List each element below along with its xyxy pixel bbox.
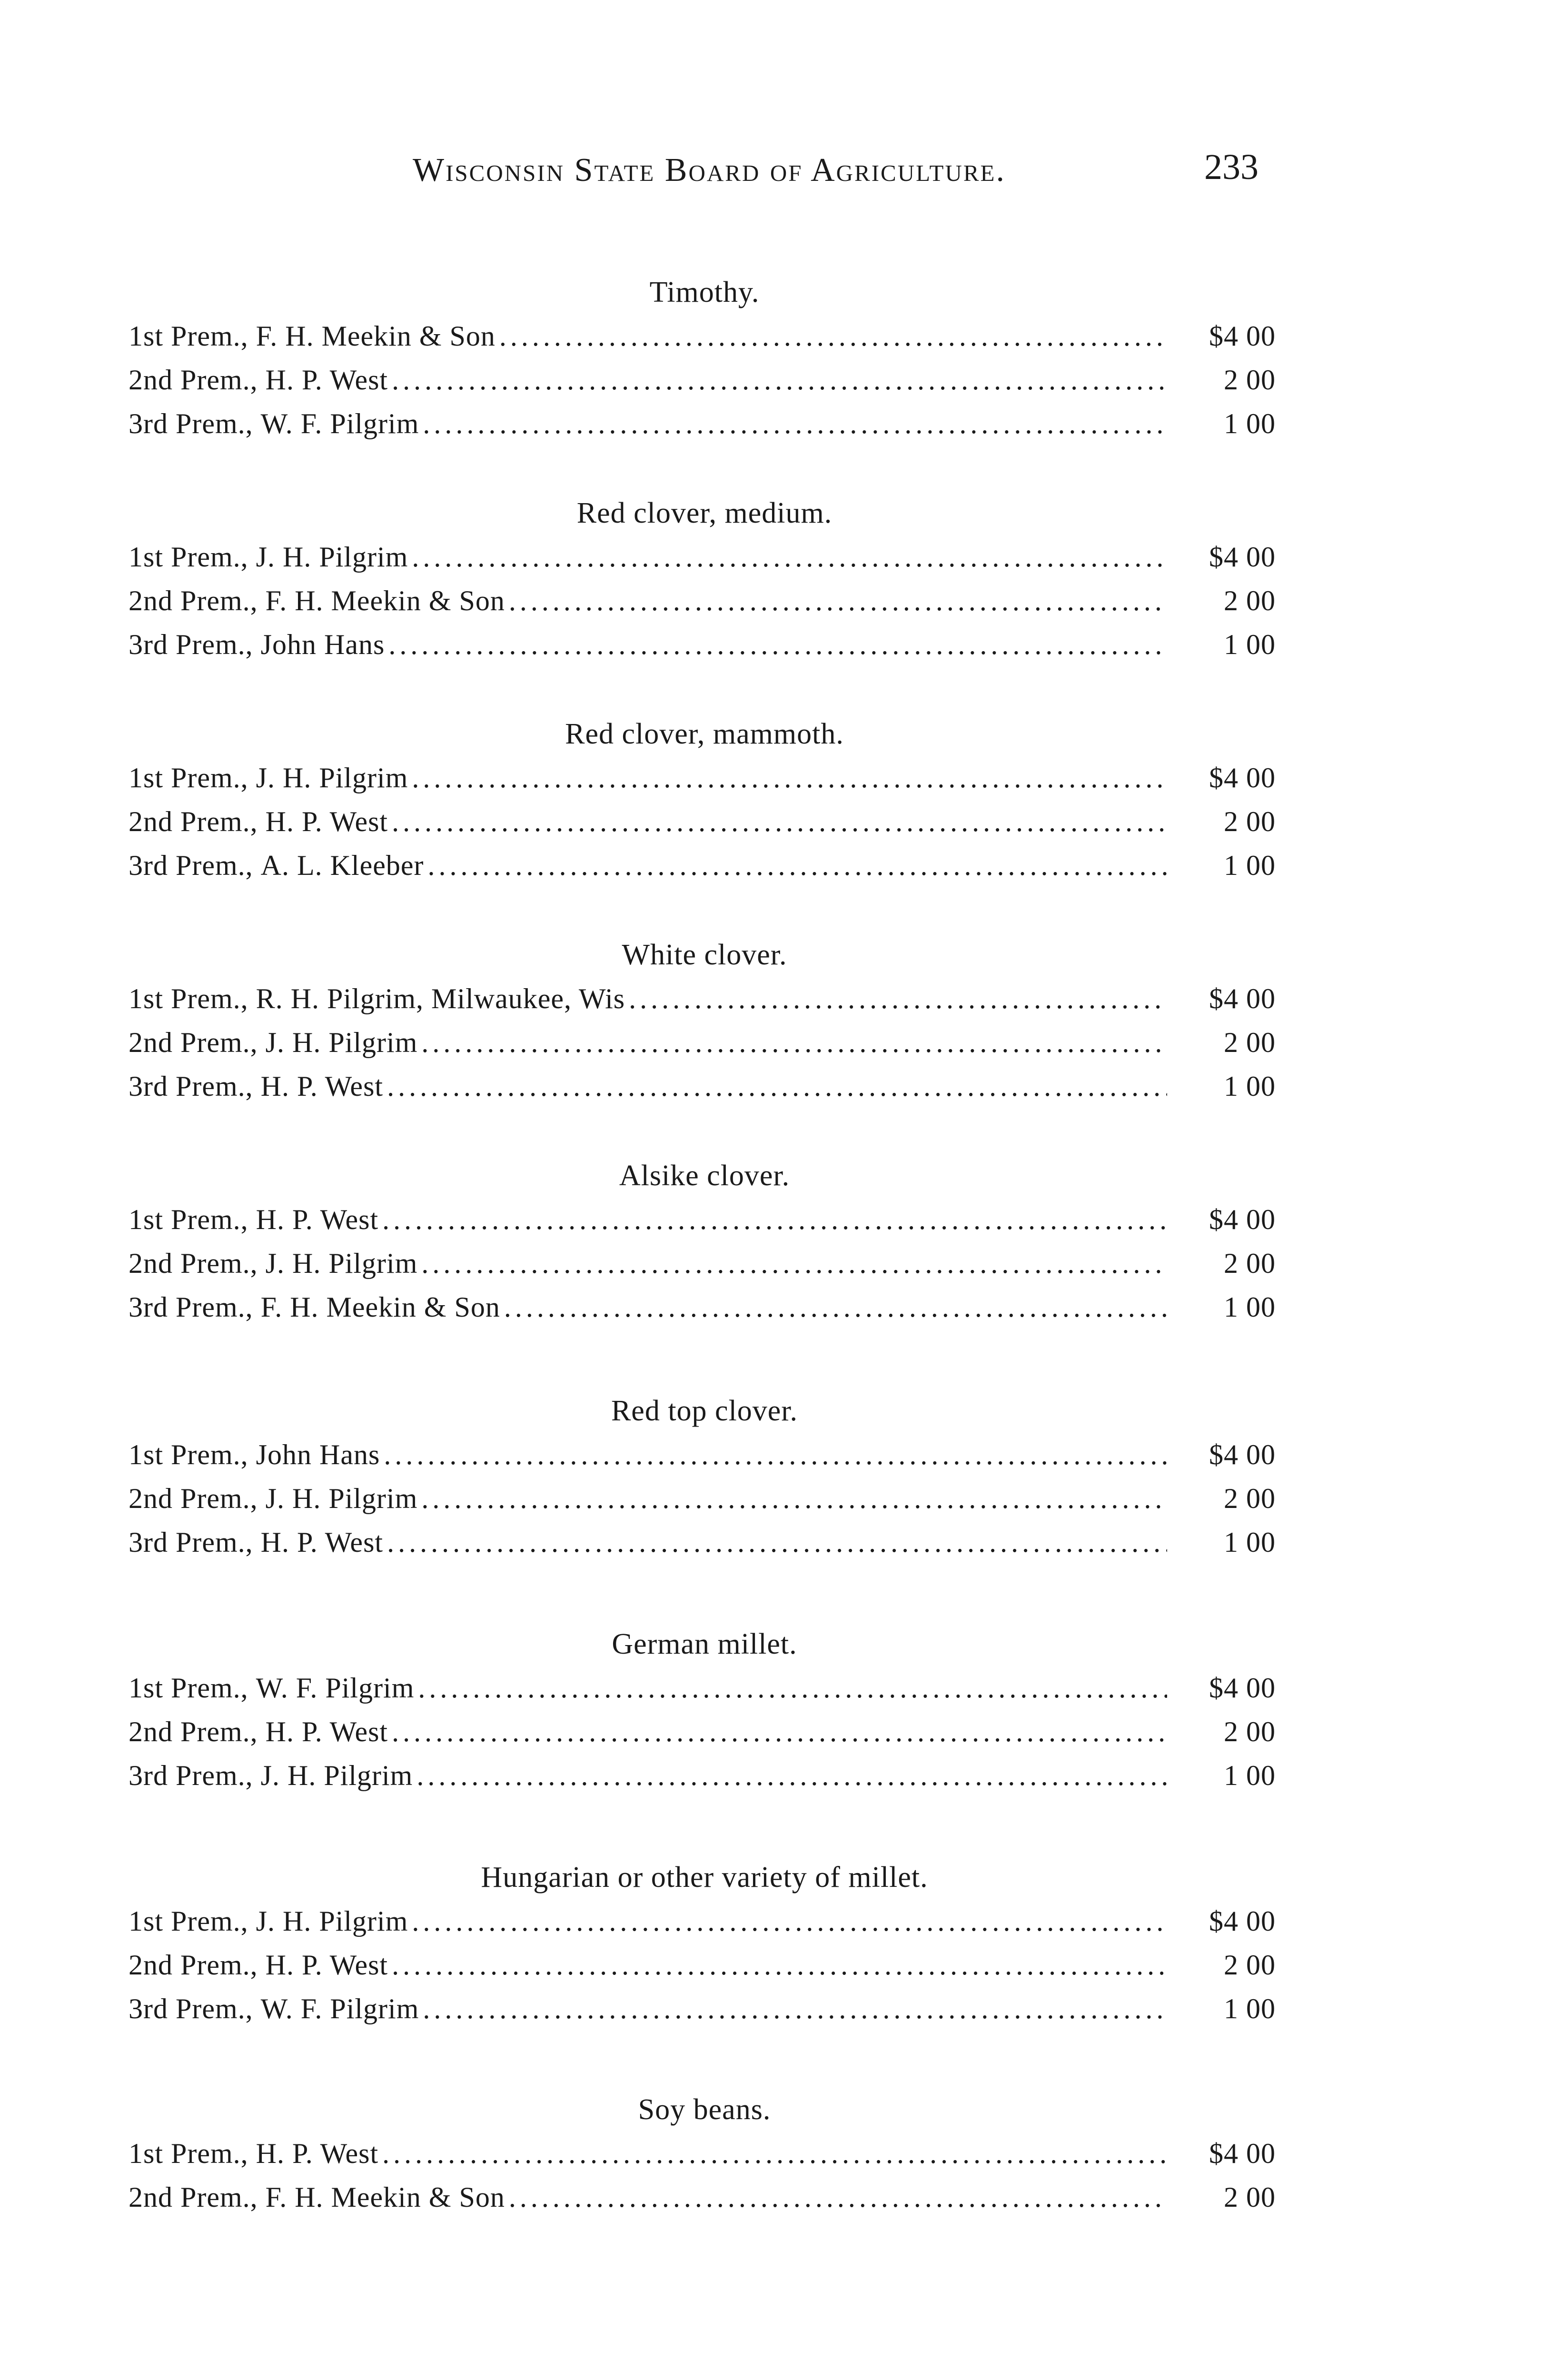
dot-leader bbox=[412, 1899, 1167, 1943]
premium-rank: 3rd Prem., bbox=[129, 1071, 253, 1102]
dot-leader bbox=[421, 1241, 1167, 1285]
premium-rank: 2nd Prem., bbox=[129, 1949, 258, 1981]
premium-amount: $4 00 bbox=[1209, 1439, 1276, 1470]
section-title: White clover. bbox=[622, 939, 787, 971]
exhibitor-name: H. P. West bbox=[260, 1527, 384, 1558]
premium-rank: 2nd Prem., bbox=[129, 1027, 258, 1058]
dot-leader bbox=[392, 800, 1167, 843]
premium-entry bbox=[129, 1241, 1280, 1285]
premium-entry bbox=[129, 800, 1280, 843]
section-title: Red clover, medium. bbox=[576, 497, 832, 529]
exhibitor-name: H. P. West bbox=[256, 1204, 379, 1235]
dot-leader bbox=[387, 1064, 1167, 1108]
premium-amount: $4 00 bbox=[1209, 1905, 1276, 1937]
exhibitor-name: J. H. Pilgrim bbox=[265, 1483, 418, 1514]
premium-amount: 1 00 bbox=[1224, 1993, 1276, 2024]
premium-rank: 2nd Prem., bbox=[129, 1716, 258, 1747]
premium-amount: $4 00 bbox=[1209, 1672, 1276, 1704]
dot-leader bbox=[412, 756, 1167, 800]
premium-amount: $4 00 bbox=[1209, 1204, 1276, 1235]
premium-entry bbox=[129, 756, 1280, 800]
premium-rank: 1st Prem., bbox=[129, 541, 248, 573]
exhibitor-name: J. H. Pilgrim bbox=[256, 1905, 408, 1937]
premium-amount: 1 00 bbox=[1224, 1527, 1276, 1558]
exhibitor-name: F. H. Meekin & Son bbox=[265, 585, 505, 616]
dot-leader bbox=[421, 1477, 1167, 1520]
premium-rank: 3rd Prem., bbox=[129, 629, 253, 660]
section-title: Hungarian or other variety of millet. bbox=[481, 1861, 928, 1894]
premium-rank: 3rd Prem., bbox=[129, 1993, 253, 2024]
premium-amount: $4 00 bbox=[1209, 762, 1276, 793]
premium-amount: 2 00 bbox=[1224, 364, 1276, 396]
premium-amount: 1 00 bbox=[1224, 1291, 1276, 1323]
premium-entry bbox=[129, 1285, 1280, 1329]
premium-rank: 1st Prem., bbox=[129, 1439, 248, 1470]
section-title: German millet. bbox=[612, 1628, 797, 1660]
premium-amount: 1 00 bbox=[1224, 1760, 1276, 1791]
premium-rank: 1st Prem., bbox=[129, 2138, 248, 2169]
premium-amount: 1 00 bbox=[1224, 1071, 1276, 1102]
exhibitor-name: W. F. Pilgrim bbox=[260, 408, 419, 439]
premium-section-timothy bbox=[129, 270, 1280, 446]
exhibitor-name: H. P. West bbox=[260, 1071, 384, 1102]
premium-amount: 1 00 bbox=[1224, 629, 1276, 660]
dot-leader bbox=[388, 623, 1167, 666]
premium-rank: 3rd Prem., bbox=[129, 1760, 253, 1791]
dot-leader bbox=[629, 977, 1167, 1021]
premium-entry bbox=[129, 314, 1280, 358]
premium-entry bbox=[129, 579, 1280, 623]
exhibitor-name: H. P. West bbox=[265, 1949, 388, 1981]
exhibitor-name: A. L. Kleeber bbox=[260, 850, 424, 881]
premium-rank: 3rd Prem., bbox=[129, 1291, 253, 1323]
section-title: Alsike clover. bbox=[619, 1160, 790, 1192]
premium-rank: 1st Prem., bbox=[129, 1204, 248, 1235]
premium-amount: 1 00 bbox=[1224, 850, 1276, 881]
premium-entry bbox=[129, 2175, 1280, 2219]
premium-section-soy-beans bbox=[129, 2088, 1280, 2219]
premium-section-red-clover-medium bbox=[129, 491, 1280, 666]
section-title: Red top clover. bbox=[611, 1395, 798, 1427]
premium-section-red-clover-mammoth bbox=[129, 712, 1280, 887]
premium-amount: 2 00 bbox=[1224, 2182, 1276, 2213]
premium-entry bbox=[129, 358, 1280, 402]
premium-entry bbox=[129, 1943, 1280, 1987]
premium-entry bbox=[129, 623, 1280, 666]
dot-leader bbox=[382, 2132, 1167, 2175]
premium-amount: 1 00 bbox=[1224, 408, 1276, 439]
premium-rank: 3rd Prem., bbox=[129, 408, 253, 439]
exhibitor-name: H. P. West bbox=[265, 1716, 388, 1747]
premium-section-red-top-clover bbox=[129, 1389, 1280, 1564]
premium-amount: 2 00 bbox=[1224, 1949, 1276, 1981]
dot-leader bbox=[504, 1285, 1167, 1329]
section-title: Soy beans. bbox=[638, 2093, 771, 2126]
premium-entry bbox=[129, 843, 1280, 887]
premium-entry bbox=[129, 1021, 1280, 1064]
dot-leader bbox=[382, 1198, 1167, 1241]
premium-rank: 3rd Prem., bbox=[129, 850, 253, 881]
premium-entry bbox=[129, 1198, 1280, 1241]
premium-entry bbox=[129, 1477, 1280, 1520]
dot-leader bbox=[509, 2175, 1167, 2219]
premium-rank: 1st Prem., bbox=[129, 762, 248, 793]
exhibitor-name: J. H. Pilgrim bbox=[265, 1248, 418, 1279]
exhibitor-name: F. H. Meekin & Son bbox=[260, 1291, 500, 1323]
premium-amount: 2 00 bbox=[1224, 1483, 1276, 1514]
premium-amount: 2 00 bbox=[1224, 806, 1276, 837]
dot-leader bbox=[509, 579, 1167, 623]
exhibitor-name: John Hans bbox=[260, 629, 385, 660]
premium-entry bbox=[129, 2132, 1280, 2175]
dot-leader bbox=[412, 535, 1167, 579]
premium-entry bbox=[129, 977, 1280, 1021]
dot-leader bbox=[418, 1666, 1167, 1710]
premium-entry bbox=[129, 1433, 1280, 1477]
premium-entry bbox=[129, 1710, 1280, 1754]
exhibitor-name: John Hans bbox=[256, 1439, 380, 1470]
premium-rank: 1st Prem., bbox=[129, 983, 248, 1014]
premium-entry bbox=[129, 1520, 1280, 1564]
dot-leader bbox=[387, 1520, 1167, 1564]
section-title: Red clover, mammoth. bbox=[565, 718, 844, 750]
premium-amount: 2 00 bbox=[1224, 585, 1276, 616]
premium-entry bbox=[129, 1899, 1280, 1943]
dot-leader bbox=[423, 1987, 1167, 2031]
exhibitor-name: H. P. West bbox=[265, 806, 388, 837]
premium-section-white-clover bbox=[129, 933, 1280, 1108]
exhibitor-name: J. H. Pilgrim bbox=[256, 541, 408, 573]
premium-rank: 2nd Prem., bbox=[129, 1483, 258, 1514]
exhibitor-name: H. P. West bbox=[256, 2138, 379, 2169]
exhibitor-name: J. H. Pilgrim bbox=[256, 762, 408, 793]
exhibitor-name: W. F. Pilgrim bbox=[256, 1672, 415, 1704]
premium-amount: $4 00 bbox=[1209, 320, 1276, 352]
premium-rank: 2nd Prem., bbox=[129, 1248, 258, 1279]
premium-rank: 2nd Prem., bbox=[129, 585, 258, 616]
exhibitor-name: W. F. Pilgrim bbox=[260, 1993, 419, 2024]
premium-entry bbox=[129, 1754, 1280, 1797]
premium-amount: $4 00 bbox=[1209, 2138, 1276, 2169]
premium-rank: 1st Prem., bbox=[129, 1905, 248, 1937]
dot-leader bbox=[423, 402, 1167, 446]
premium-entry bbox=[129, 1987, 1280, 2031]
dot-leader bbox=[499, 314, 1167, 358]
exhibitor-name: R. H. Pilgrim, Milwaukee, Wis bbox=[256, 983, 625, 1014]
premium-rank: 2nd Prem., bbox=[129, 2182, 258, 2213]
exhibitor-name: H. P. West bbox=[265, 364, 388, 396]
dot-leader bbox=[428, 843, 1168, 887]
premium-rank: 1st Prem., bbox=[129, 1672, 248, 1704]
premium-section-alsike-clover bbox=[129, 1154, 1280, 1329]
dot-leader bbox=[416, 1754, 1167, 1797]
dot-leader bbox=[384, 1433, 1167, 1477]
premium-rank: 3rd Prem., bbox=[129, 1527, 253, 1558]
running-head: Wisconsin State Board of Agriculture. bbox=[413, 152, 1006, 188]
premium-amount: 2 00 bbox=[1224, 1027, 1276, 1058]
exhibitor-name: J. H. Pilgrim bbox=[265, 1027, 418, 1058]
premium-entry bbox=[129, 402, 1280, 446]
dot-leader bbox=[421, 1021, 1167, 1064]
premium-amount: 2 00 bbox=[1224, 1716, 1276, 1747]
premium-entry bbox=[129, 1064, 1280, 1108]
page-number: 233 bbox=[1204, 147, 1259, 187]
premium-rank: 1st Prem., bbox=[129, 320, 248, 352]
exhibitor-name: F. H. Meekin & Son bbox=[265, 2182, 505, 2213]
premium-section-hungarian-millet bbox=[129, 1855, 1280, 2031]
exhibitor-name: F. H. Meekin & Son bbox=[256, 320, 496, 352]
premium-amount: $4 00 bbox=[1209, 983, 1276, 1014]
premium-rank: 2nd Prem., bbox=[129, 806, 258, 837]
premium-entry bbox=[129, 1666, 1280, 1710]
section-title: Timothy. bbox=[649, 276, 760, 308]
premium-entry bbox=[129, 535, 1280, 579]
premium-section-german-millet bbox=[129, 1622, 1280, 1797]
exhibitor-name: J. H. Pilgrim bbox=[260, 1760, 413, 1791]
premium-amount: 2 00 bbox=[1224, 1248, 1276, 1279]
dot-leader bbox=[392, 1943, 1167, 1987]
dot-leader bbox=[392, 1710, 1167, 1754]
premium-rank: 2nd Prem., bbox=[129, 364, 258, 396]
dot-leader bbox=[392, 358, 1167, 402]
premium-amount: $4 00 bbox=[1209, 541, 1276, 573]
